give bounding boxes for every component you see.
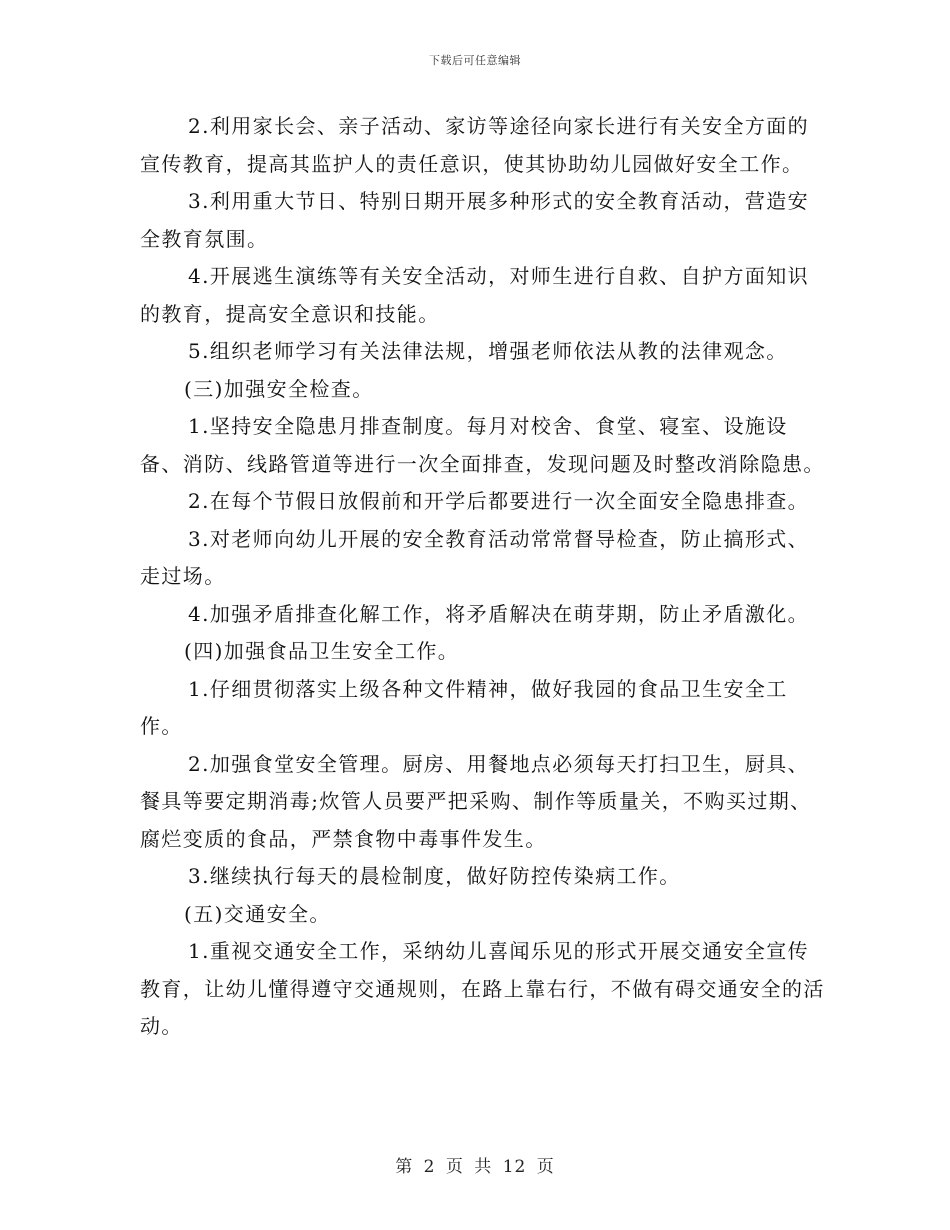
- paragraph-item: 1.坚持安全隐患月排查制度。每月对校舍、食堂、寝室、设施设备、消防、线路管道等进行一次全面排查，发现问题及时整改消除隐患。: [140, 414, 825, 476]
- paragraph-item: 5.组织老师学习有关法律法规，增强老师依法从教的法律观念。: [188, 339, 788, 363]
- section-heading: (四)加强食品卫生安全工作。: [184, 639, 460, 663]
- document-body: [140, 108, 825, 1046]
- page-header: 下载后可任意编辑: [429, 54, 521, 67]
- paragraph-item: 3.利用重大节日、特别日期开展多种形式的安全教育活动，营造安全教育氛围。: [140, 189, 810, 251]
- paragraph-item: 1.重视交通安全工作，采纳幼儿喜闻乐见的形式开展交通安全宣传教育，让幼儿懂得遵守交通规则，在路上靠右行，不做有碍交通安全的活动。: [140, 939, 825, 1038]
- section-heading: (五)交通安全。: [184, 901, 331, 926]
- paragraph-item: 4.加强矛盾排查化解工作，将矛盾解决在萌芽期，防止矛盾激化。: [188, 601, 810, 626]
- paragraph-item: 1.仔细贯彻落实上级各种文件精神，做好我园的食品卫生安全工作。: [140, 676, 788, 738]
- paragraph-item: 3.对老师向幼儿开展的安全教育活动常常督导检查，防止搞形式、走过场。: [140, 526, 810, 588]
- page-number-footer: 第 2 页 共 12 页: [395, 1157, 555, 1177]
- paragraph-item: 3.继续执行每天的晨检制度，做好防控传染病工作。: [188, 864, 681, 888]
- paragraph-item: 4.开展逃生演练等有关安全活动，对师生进行自救、自护方面知识的教育，提高安全意识和技能。: [140, 264, 810, 326]
- paragraph-item: 2.利用家长会、亲子活动、家访等途径向家长进行有关安全方面的宣传教育，提高其监护人的责任意识，使其协助幼儿园做好安全工作。: [140, 114, 810, 176]
- paragraph-item: 2.加强食堂安全管理。厨房、用餐地点必须每天打扫卫生，厨具、餐具等要定期消毒;炊管人员要严把采购、制作等质量关，不购买过期、腐烂变质的食品，严禁食物中毒事件发生。: [140, 751, 812, 851]
- section-heading: (三)加强安全检查。: [184, 376, 374, 401]
- paragraph-item: 2.在每个节假日放假前和开学后都要进行一次全面安全隐患排查。: [188, 489, 810, 513]
